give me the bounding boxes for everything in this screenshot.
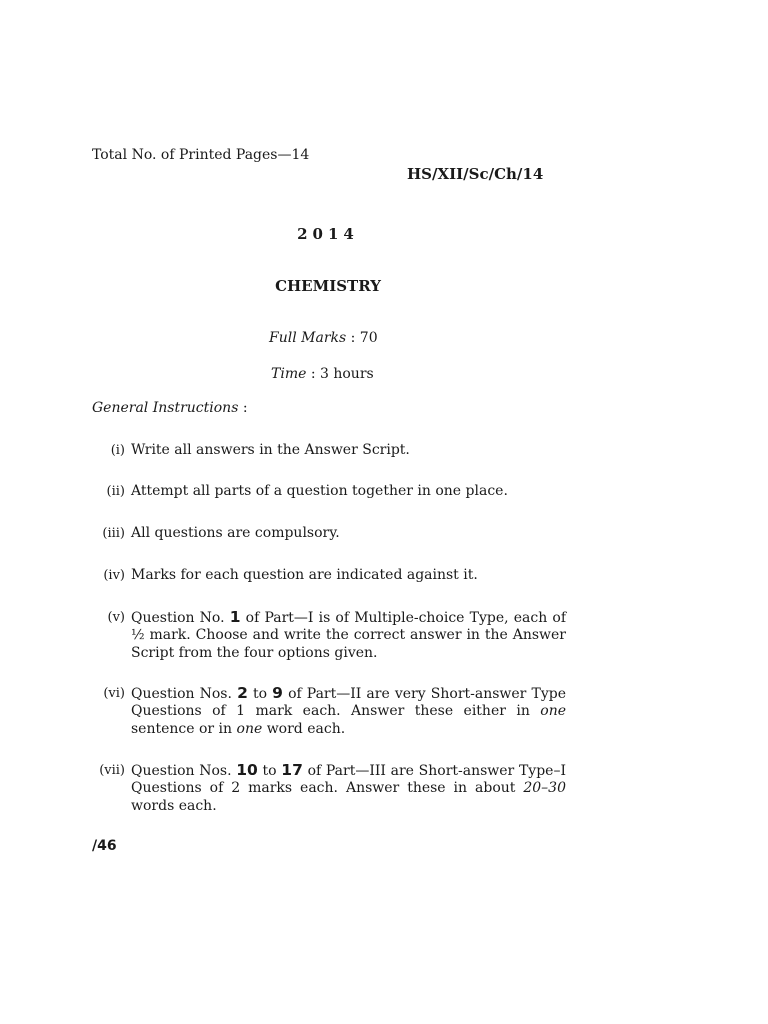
time-value: : 3 hours bbox=[306, 366, 374, 382]
text-run: Question No. bbox=[131, 610, 230, 626]
instruction-number: (vii) bbox=[99, 763, 125, 778]
instruction-text: Write all answers in the Answer Script. bbox=[131, 442, 410, 458]
full-marks-value: : 70 bbox=[346, 330, 378, 346]
full-marks-label: Full Marks bbox=[269, 330, 347, 346]
text-run: Question Nos. bbox=[131, 686, 238, 702]
question-number: 10 bbox=[236, 761, 258, 779]
full-marks bbox=[269, 330, 378, 346]
instruction-text bbox=[131, 609, 566, 662]
question-number: 1 bbox=[229, 608, 241, 626]
instruction-text: All questions are compulsory. bbox=[131, 525, 340, 541]
instruction-number: (iii) bbox=[102, 526, 125, 541]
italic-term: one bbox=[540, 703, 566, 720]
general-instructions-label: General Instructions bbox=[92, 400, 239, 416]
text-run: word each. bbox=[262, 720, 346, 737]
question-number: 9 bbox=[272, 684, 283, 702]
instruction-number: (iv) bbox=[103, 568, 125, 583]
question-number: 2 bbox=[237, 684, 248, 702]
instruction-number: (v) bbox=[107, 610, 125, 625]
text-run: Question Nos. bbox=[131, 763, 237, 779]
text-run: of Part—II are very Short-answer Type Questions of 1 mark each. Answer these either in bbox=[131, 686, 566, 720]
instruction-number: (i) bbox=[110, 443, 125, 458]
subject-title: CHEMISTRY bbox=[275, 277, 381, 295]
text-run: to bbox=[247, 686, 273, 702]
paper-code: HS/XII/Sc/Ch/14 bbox=[407, 165, 544, 183]
text-run: to bbox=[257, 763, 282, 779]
text-run: sentence or in bbox=[131, 720, 237, 737]
instruction-number: (ii) bbox=[106, 484, 125, 499]
instruction-number: (vi) bbox=[103, 686, 125, 701]
text-run: words each. bbox=[131, 797, 217, 814]
footer-page-code: /46 bbox=[92, 838, 117, 854]
total-printed-pages: Total No. of Printed Pages—14 bbox=[92, 147, 310, 163]
italic-term: one bbox=[236, 720, 263, 737]
instruction-text bbox=[131, 762, 566, 815]
heading-colon: : bbox=[238, 400, 248, 416]
instruction-text: Marks for each question are indicated against it. bbox=[131, 567, 478, 583]
question-number: 17 bbox=[281, 761, 303, 779]
exam-time bbox=[271, 366, 374, 382]
instruction-text bbox=[131, 685, 566, 738]
text-run: of Part—III are Short-answer Type–I Questions of 2 marks each. Answer these in about bbox=[131, 763, 566, 797]
time-label: Time bbox=[271, 366, 307, 382]
exam-year: 2014 bbox=[297, 225, 359, 243]
general-instructions-heading bbox=[92, 400, 248, 416]
italic-term: 20–30 bbox=[523, 780, 566, 797]
instruction-text: Attempt all parts of a question together in one place. bbox=[131, 483, 508, 499]
text-run: of Part—I is of Multiple-choice Type, each of ½ mark. Choose and write the correct answer in the Answer Script from the four options given. bbox=[131, 610, 566, 661]
